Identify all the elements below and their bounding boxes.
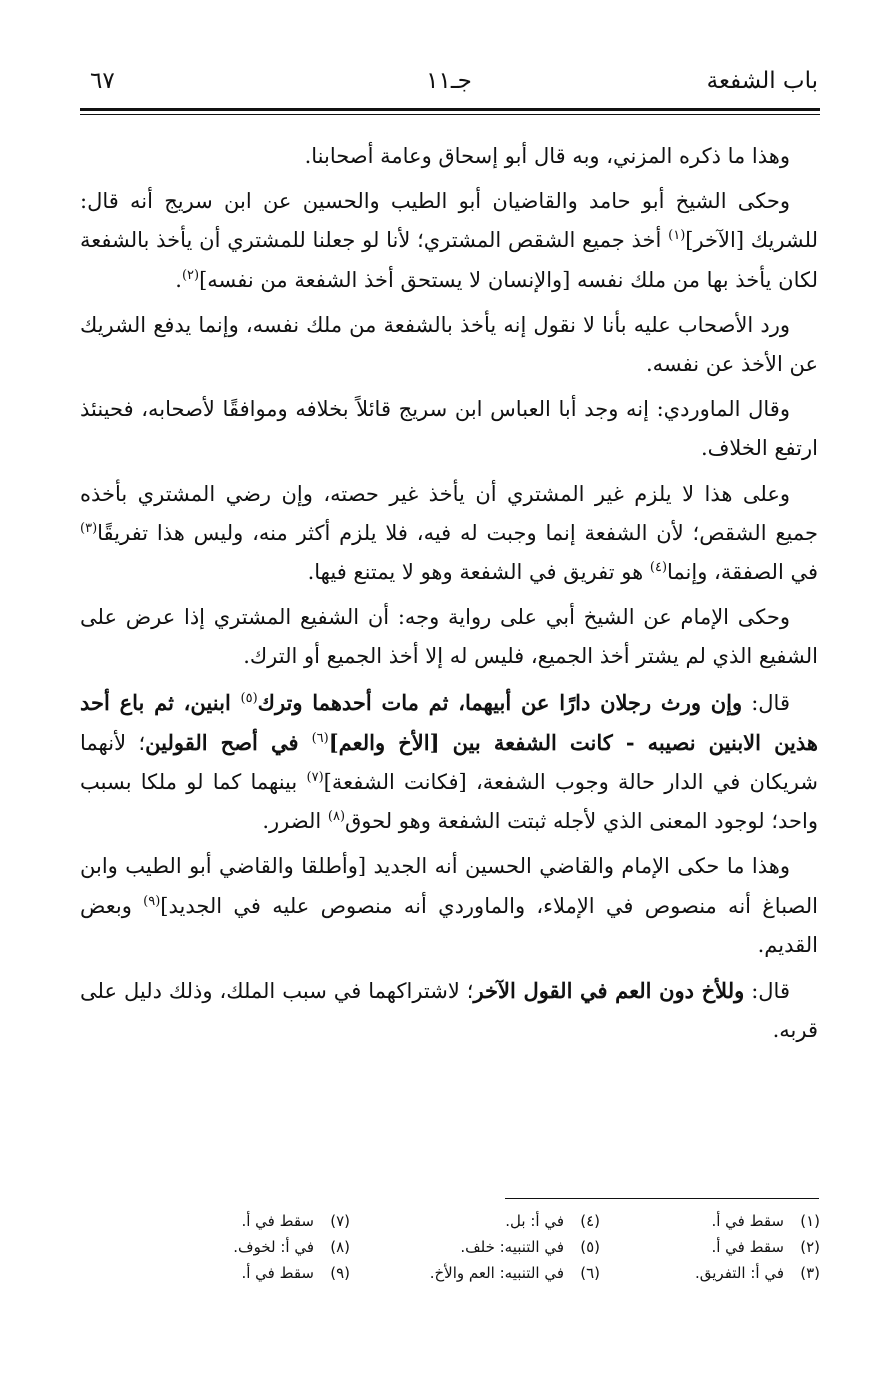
footnote-item <box>350 1236 600 1258</box>
footnote-ref: (٥) <box>240 690 258 706</box>
matn-text: وللأخ دون العم في القول الآخر <box>473 978 745 1004</box>
footnote-item <box>130 1262 350 1284</box>
text-run: وحكى الشيخ أبو حامد والقاضيان أبو الطيب والحسين عن ابن سريج أنه قال: للشريك [الآخر] <box>80 189 819 253</box>
footnote-ref: (٨) <box>327 809 346 825</box>
footnote-text: في أ: بل. <box>505 1212 564 1230</box>
text-run: وهذا ما حكى الإمام والقاضي الحسين أنه الجديد [وأطلقا والقاضي أبو الطيب وابن الصباغ أنه منصوص في الإملاء، والماوردي أنه منصوص عليه في الجديد] <box>80 854 818 918</box>
footnote-number: (٢) <box>800 1238 820 1256</box>
matn-text: وإن ورث رجلان دارًا عن أبيهما، ثم مات أحدهما وترك <box>257 689 743 715</box>
paragraph <box>80 306 818 384</box>
footnote-number: (٨) <box>330 1238 350 1256</box>
text-run: قال: <box>742 690 790 715</box>
footnote-number: (٣) <box>800 1264 820 1282</box>
footnote-ref: (٧) <box>306 770 324 786</box>
footnote-ref: (١) <box>668 228 686 244</box>
header-rule-thin <box>80 114 820 115</box>
text-run: في الصفقة، وإنما <box>667 560 818 585</box>
text-run: وقال الماوردي: إنه وجد أبا العباس ابن سريج قائلاً بخلافه وموافقًا لأصحابه، فحينئذ ارتفع الخلاف. <box>80 397 818 461</box>
page-number: ٦٧ <box>90 68 115 94</box>
footnote-text: سقط في أ. <box>241 1264 314 1282</box>
footnote-item <box>350 1210 600 1232</box>
paragraph <box>80 137 818 176</box>
footnote-item <box>600 1210 820 1232</box>
footnote-text: سقط في أ. <box>711 1212 784 1230</box>
footnote-item <box>600 1262 820 1284</box>
footnote-number: (٥) <box>580 1238 600 1256</box>
footnotes <box>130 1210 820 1284</box>
main-text <box>80 137 818 1056</box>
footnote-text: في التنبيه: العم والأخ. <box>429 1264 564 1282</box>
volume-label: جـ١١ <box>426 68 472 94</box>
footnote-number: (١) <box>800 1212 820 1230</box>
text-run: وبعض القديم. <box>80 893 818 957</box>
footnote-text: في أ: التفريق. <box>694 1264 784 1282</box>
footnote-ref: (٦) <box>311 730 329 746</box>
chapter-title: باب الشفعة <box>706 68 818 94</box>
footnote-text: في التنبيه: خلف. <box>460 1238 564 1256</box>
text-run: وحكى الإمام عن الشيخ أبي على رواية وجه: أن الشفيع المشتري إذا عرض على الشفيع الذي لم يشتر أخذ الجميع، فليس له إلا أخذ الجميع أو الترك. <box>80 605 818 669</box>
text-run: ؛ لاشتراكهما في سبب الملك، وذلك دليل على قربه. <box>80 979 818 1043</box>
footnote-separator <box>505 1198 819 1199</box>
text-run: الضرر. <box>262 809 328 834</box>
footnote-number: (٧) <box>330 1212 350 1230</box>
paragraph <box>80 847 818 965</box>
footnote-number: (٩) <box>330 1264 350 1282</box>
footnote-item <box>130 1236 350 1258</box>
footnote-text: في أ: لخوف. <box>233 1238 314 1256</box>
footnote-ref: (٣) <box>80 520 98 536</box>
text-run: هو تفريق في الشفعة وهو لا يمتنع فيها. <box>307 560 650 585</box>
text-run: ورد الأصحاب عليه بأنا لا نقول إنه يأخذ بالشفعة من ملك نفسه، وإنما يدفع الشريك عن الأخذ عن نفسه. <box>80 312 818 377</box>
footnote-ref: (٤) <box>649 560 668 576</box>
paragraph <box>80 182 818 300</box>
paragraph <box>80 971 818 1050</box>
paragraph <box>80 475 818 593</box>
footnote-ref: (٩) <box>143 893 161 909</box>
footnote-number: (٦) <box>580 1264 600 1282</box>
running-header <box>80 66 818 106</box>
header-rule-thick <box>80 108 820 111</box>
matn-text: في أصح القولين <box>145 729 312 755</box>
footnote-item <box>350 1262 600 1284</box>
text-run: قال: <box>744 979 790 1004</box>
footnote-text: سقط في أ. <box>711 1238 784 1256</box>
paragraph <box>80 683 818 842</box>
matn-text: ابنين، ثم باع أحد هذين الابنين نصيبه - كانت الشفعة بين [الأخ والعم] <box>80 689 818 755</box>
text-run: . <box>175 267 182 292</box>
text-run: وعلى هذا لا يلزم غير المشتري أن يأخذ غير حصته، وإن رضي المشتري بأخذه جميع الشقص؛ لأن الشفعة إنما وجبت له فيه، فلا يلزم أكثر منه، وليس هذا تفريقًا <box>80 481 818 545</box>
text-run: بينهما كما لو ملكا بسبب واحد؛ لوجود المعنى الذي لأجله ثبتت الشفعة وهو لحوق <box>80 770 818 834</box>
footnote-item <box>600 1236 820 1258</box>
paragraph <box>80 598 818 676</box>
footnote-ref: (٢) <box>181 267 200 283</box>
paragraph <box>80 390 818 468</box>
text-run: أخذ جميع الشقص المشتري؛ لأنا لو جعلنا للمشتري أن يأخذ بالشفعة لكان يأخذ بها من ملك نفسه [والإنسان لا يستحق أخذ الشفعة من نفسه] <box>80 228 818 292</box>
footnote-item <box>130 1210 350 1232</box>
footnote-number: (٤) <box>580 1212 600 1230</box>
text-run: ؛ لأنهما شريكان في الدار حالة وجوب الشفعة، [فكانت الشفعة] <box>80 730 818 795</box>
footnote-text: سقط في أ. <box>241 1212 314 1230</box>
text-run: وهذا ما ذكره المزني، وبه قال أبو إسحاق وعامة أصحابنا. <box>304 144 790 168</box>
